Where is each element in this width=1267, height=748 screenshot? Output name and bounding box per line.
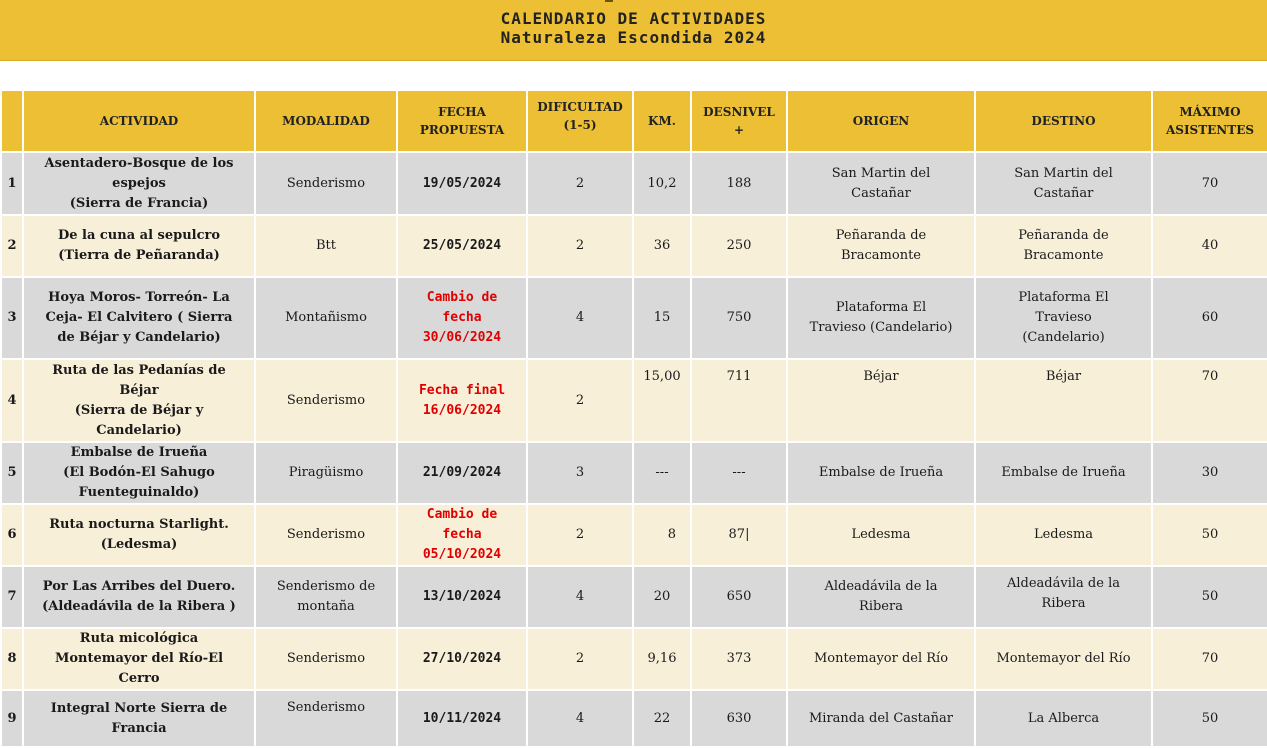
table-row [1,152,1267,215]
cell-desnivel: 650 [691,566,787,628]
col-header-num [1,90,23,152]
banner-marker [605,0,613,2]
cell-maximo: 70 [1152,628,1267,690]
cell-fecha: 19/05/2024 [397,152,527,215]
cell-destino: San Martin del Castañar [975,152,1152,215]
cell-maximo: 30 [1152,442,1267,504]
cell-km: 8 [633,504,691,566]
cell-desnivel: 373 [691,628,787,690]
row-number: 1 [1,152,23,215]
cell-modalidad: Piragüismo [255,442,397,504]
cell-desnivel: 250 [691,215,787,277]
cell-actividad: Integral Norte Sierra de Francia [23,690,255,747]
cell-km: 36 [633,215,691,277]
cell-origen: Plataforma El Travieso (Candelario) [787,277,975,359]
cell-actividad: De la cuna al sepulcro (Tierra de Peñaranda) [23,215,255,277]
cell-dificultad: 4 [527,690,633,747]
cell-modalidad: Senderismo [255,690,397,747]
cell-destino: La Alberca [975,690,1152,747]
cell-actividad: Asentadero-Bosque de los espejos (Sierra de Francia) [23,152,255,215]
cell-dificultad: 2 [527,359,633,442]
cell-dificultad: 2 [527,152,633,215]
col-header-actividad: ACTIVIDAD [23,90,255,152]
cell-destino: Peñaranda de Bracamonte [975,215,1152,277]
cell-actividad: Ruta nocturna Starlight. (Ledesma) [23,504,255,566]
col-header-desnivel: DESNIVEL + [691,90,787,152]
cell-maximo: 50 [1152,566,1267,628]
table-row [1,690,1267,747]
cell-maximo: 50 [1152,504,1267,566]
activities-table [0,89,1267,748]
cell-km: 10,2 [633,152,691,215]
cell-destino: Montemayor del Río [975,628,1152,690]
cell-destino: Aldeadávila de la Ribera [975,566,1152,628]
page-title: CALENDARIO DE ACTIVIDADES [500,9,767,28]
cell-desnivel: 630 [691,690,787,747]
cell-fecha: Fecha final 16/06/2024 [397,359,527,442]
cell-desnivel: 750 [691,277,787,359]
cell-origen: Aldeadávila de la Ribera [787,566,975,628]
cell-maximo: 50 [1152,690,1267,747]
cell-dificultad: 2 [527,504,633,566]
cell-maximo: 40 [1152,215,1267,277]
cell-origen: Miranda del Castañar [787,690,975,747]
cell-km: 9,16 [633,628,691,690]
cell-maximo: 70 [1152,152,1267,215]
col-header-km: KM. [633,90,691,152]
cell-actividad: Ruta de las Pedanías de Béjar (Sierra de Béjar y Candelario) [23,359,255,442]
table-row [1,566,1267,628]
row-number: 2 [1,215,23,277]
col-header-maximo: MÁXIMO ASISTENTES [1152,90,1267,152]
row-number: 3 [1,277,23,359]
table-row [1,215,1267,277]
cell-km: 20 [633,566,691,628]
cell-destino: Plataforma El Travieso (Candelario) [975,277,1152,359]
cell-actividad: Por Las Arribes del Duero. (Aldeadávila de la Ribera ) [23,566,255,628]
col-header-destino: DESTINO [975,90,1152,152]
cell-destino: Embalse de Irueña [975,442,1152,504]
cell-fecha: 25/05/2024 [397,215,527,277]
table-row [1,359,1267,442]
cell-modalidad: Senderismo [255,152,397,215]
cell-km: 15 [633,277,691,359]
cell-fecha: 13/10/2024 [397,566,527,628]
col-header-fecha: FECHA PROPUESTA [397,90,527,152]
title-banner [0,0,1267,61]
row-number: 4 [1,359,23,442]
cell-km: 22 [633,690,691,747]
cell-destino: Ledesma [975,504,1152,566]
cell-desnivel: 711 [691,359,787,442]
cell-fecha: 10/11/2024 [397,690,527,747]
table-body [1,152,1267,747]
cell-origen: Embalse de Irueña [787,442,975,504]
table-row [1,277,1267,359]
cell-modalidad: Montañismo [255,277,397,359]
cell-dificultad: 2 [527,215,633,277]
row-number: 9 [1,690,23,747]
row-number: 7 [1,566,23,628]
cell-modalidad: Senderismo [255,359,397,442]
cell-destino: Béjar [975,359,1152,442]
cell-km: 15,00 [633,359,691,442]
cell-maximo: 60 [1152,277,1267,359]
cell-modalidad: Senderismo [255,504,397,566]
cell-origen: Béjar [787,359,975,442]
col-header-dificultad: DIFICULTAD (1-5) [527,90,633,152]
cell-fecha: 21/09/2024 [397,442,527,504]
cell-desnivel: --- [691,442,787,504]
cell-modalidad: Senderismo [255,628,397,690]
cell-dificultad: 3 [527,442,633,504]
cell-modalidad: Btt [255,215,397,277]
cell-fecha: Cambio de fecha 30/06/2024 [397,277,527,359]
cell-maximo: 70 [1152,359,1267,442]
cell-origen: San Martin del Castañar [787,152,975,215]
cell-origen: Ledesma [787,504,975,566]
cell-modalidad: Senderismo de montaña [255,566,397,628]
table-row [1,504,1267,566]
page-subtitle: Naturaleza Escondida 2024 [500,28,767,47]
cell-km: --- [633,442,691,504]
table-row [1,628,1267,690]
col-header-origen: ORIGEN [787,90,975,152]
cell-fecha: Cambio de fecha 05/10/2024 [397,504,527,566]
row-number: 6 [1,504,23,566]
cell-actividad: Embalse de Irueña (El Bodón-El Sahugo Fuenteguinaldo) [23,442,255,504]
cell-dificultad: 4 [527,566,633,628]
cell-origen: Peñaranda de Bracamonte [787,215,975,277]
cell-dificultad: 2 [527,628,633,690]
row-number: 8 [1,628,23,690]
table-row [1,442,1267,504]
row-number: 5 [1,442,23,504]
cell-desnivel: 87| [691,504,787,566]
cell-actividad: Ruta micológica Montemayor del Río-El Cerro [23,628,255,690]
cell-origen: Montemayor del Río [787,628,975,690]
table-header-row [1,90,1267,152]
cell-desnivel: 188 [691,152,787,215]
col-header-modalidad: MODALIDAD [255,90,397,152]
cell-fecha: 27/10/2024 [397,628,527,690]
cell-dificultad: 4 [527,277,633,359]
cell-actividad: Hoya Moros- Torreón- La Ceja- El Calvitero ( Sierra de Béjar y Candelario) [23,277,255,359]
